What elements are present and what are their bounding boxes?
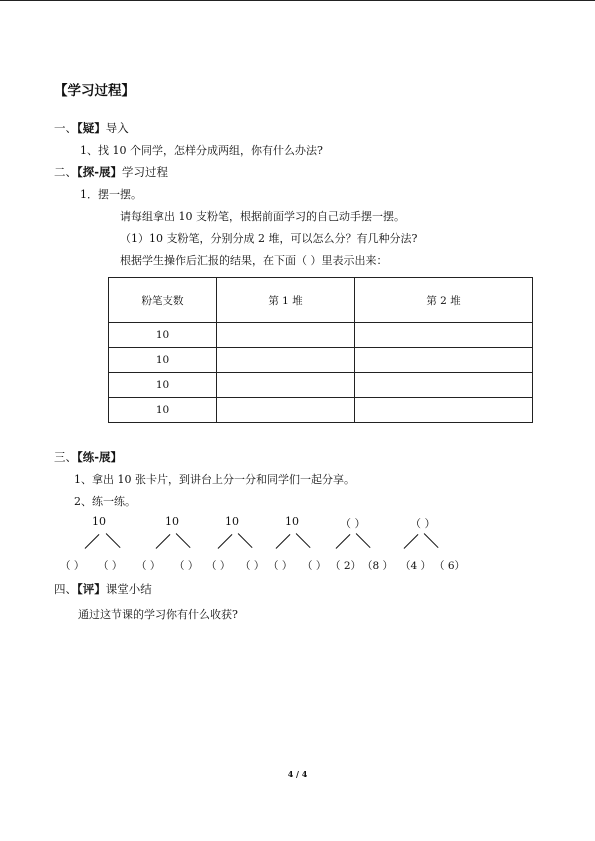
table-header-cell: 第 1 堆 bbox=[217, 278, 355, 323]
table-cell: 10 bbox=[109, 373, 217, 398]
table-cell bbox=[355, 323, 533, 348]
table-cell bbox=[217, 348, 355, 373]
tree-4-right-branch bbox=[296, 533, 311, 548]
tree-5-right-branch bbox=[356, 533, 371, 548]
table-row bbox=[109, 398, 533, 423]
tree-5-right-blank: （8 ） bbox=[362, 560, 394, 572]
instruction-line-1: 请每组拿出 10 支粉笔，根据前面学习的自己动手摆一摆。 bbox=[120, 210, 405, 223]
tree-3-top: 10 bbox=[225, 515, 239, 528]
tree-1-top: 10 bbox=[92, 515, 106, 528]
tree-3-left-branch bbox=[218, 534, 233, 549]
tree-4-left-branch bbox=[276, 534, 291, 549]
tree-6-right-blank: （ 6） bbox=[434, 560, 466, 572]
table-cell: 10 bbox=[109, 348, 217, 373]
section-3-heading bbox=[54, 449, 122, 465]
section-2-prefix: 二、 bbox=[54, 165, 77, 179]
table-cell bbox=[355, 373, 533, 398]
tree-1-left-blank: （ ） bbox=[60, 560, 85, 572]
tree-2-right-blank: （ ） bbox=[174, 560, 199, 572]
table-cell bbox=[217, 398, 355, 423]
tree-1-right-blank: （ ） bbox=[98, 560, 123, 572]
section-1-heading bbox=[54, 120, 129, 136]
section-4-prefix: 四、 bbox=[54, 582, 77, 596]
tree-6-left-branch bbox=[404, 534, 419, 549]
table-header-row bbox=[109, 278, 533, 323]
page-heading: 【学习过程】 bbox=[54, 83, 135, 99]
section-2-title: 学习过程 bbox=[122, 165, 169, 179]
tree-6-right-branch bbox=[424, 533, 439, 548]
tree-6-left-blank: （4 ） bbox=[400, 560, 432, 572]
section-1-tag: 【疑】 bbox=[77, 121, 106, 135]
instruction-line-2: （1）10 支粉笔，分别分成 2 堆，可以怎么分？有几种分法? bbox=[120, 232, 418, 245]
tree-2-left-branch bbox=[156, 534, 171, 549]
section-1-title: 导入 bbox=[105, 121, 129, 135]
table-cell bbox=[355, 398, 533, 423]
top-border-line bbox=[0, 0, 595, 1]
tree-3-right-blank: （ ） bbox=[240, 560, 265, 572]
table-row bbox=[109, 373, 533, 398]
section-2-tag: 【探-展】 bbox=[77, 165, 123, 179]
table-cell: 10 bbox=[109, 323, 217, 348]
practice-item-2: 2、练一练。 bbox=[74, 495, 136, 508]
question-1: 1、找 10 个同学，怎样分成两组，你有什么办法? bbox=[80, 144, 323, 157]
tree-6-top: （ ） bbox=[410, 517, 436, 530]
step-1: 1．摆一摆。 bbox=[80, 188, 142, 201]
table-cell bbox=[217, 373, 355, 398]
tree-5-top: （ ） bbox=[340, 517, 366, 530]
tree-4-right-blank: （ ） bbox=[302, 560, 327, 572]
practice-item-1: 1、拿出 10 张卡片，到讲台上分一分和同学们一起分享。 bbox=[74, 473, 355, 486]
tree-5-left-blank: （ 2） bbox=[330, 560, 362, 572]
tree-4-top: 10 bbox=[285, 515, 299, 528]
table-header-cell: 粉笔支数 bbox=[109, 278, 217, 323]
section-3-prefix: 三、 bbox=[54, 450, 77, 464]
table-cell bbox=[217, 323, 355, 348]
tree-2-right-branch bbox=[176, 533, 191, 548]
table-row bbox=[109, 348, 533, 373]
page-number: 4 / 4 bbox=[287, 769, 308, 779]
section-3-tag: 【练-展】 bbox=[77, 450, 123, 464]
tree-2-top: 10 bbox=[165, 515, 179, 528]
section-1-prefix: 一、 bbox=[54, 121, 77, 135]
summary-question: 通过这节课的学习你有什么收获? bbox=[78, 608, 238, 621]
tree-3-right-branch bbox=[238, 533, 253, 548]
instruction-line-3: 根据学生操作后汇报的结果，在下面（ ）里表示出来： bbox=[120, 254, 388, 267]
tree-3-left-blank: （ ） bbox=[206, 560, 231, 572]
tree-5-left-branch bbox=[336, 534, 351, 549]
section-2-heading bbox=[54, 164, 168, 180]
table-cell bbox=[355, 348, 533, 373]
table-cell: 10 bbox=[109, 398, 217, 423]
chalk-split-table bbox=[108, 277, 533, 423]
section-4-title: 课堂小结 bbox=[105, 582, 152, 596]
table-row bbox=[109, 323, 533, 348]
section-4-heading bbox=[54, 581, 152, 597]
table-header-cell: 第 2 堆 bbox=[355, 278, 533, 323]
tree-1-left-branch bbox=[85, 534, 100, 549]
tree-1-right-branch bbox=[106, 533, 121, 548]
tree-4-left-blank: （ ） bbox=[268, 560, 293, 572]
section-4-tag: 【评】 bbox=[77, 582, 106, 596]
tree-2-left-blank: （ ） bbox=[136, 560, 161, 572]
